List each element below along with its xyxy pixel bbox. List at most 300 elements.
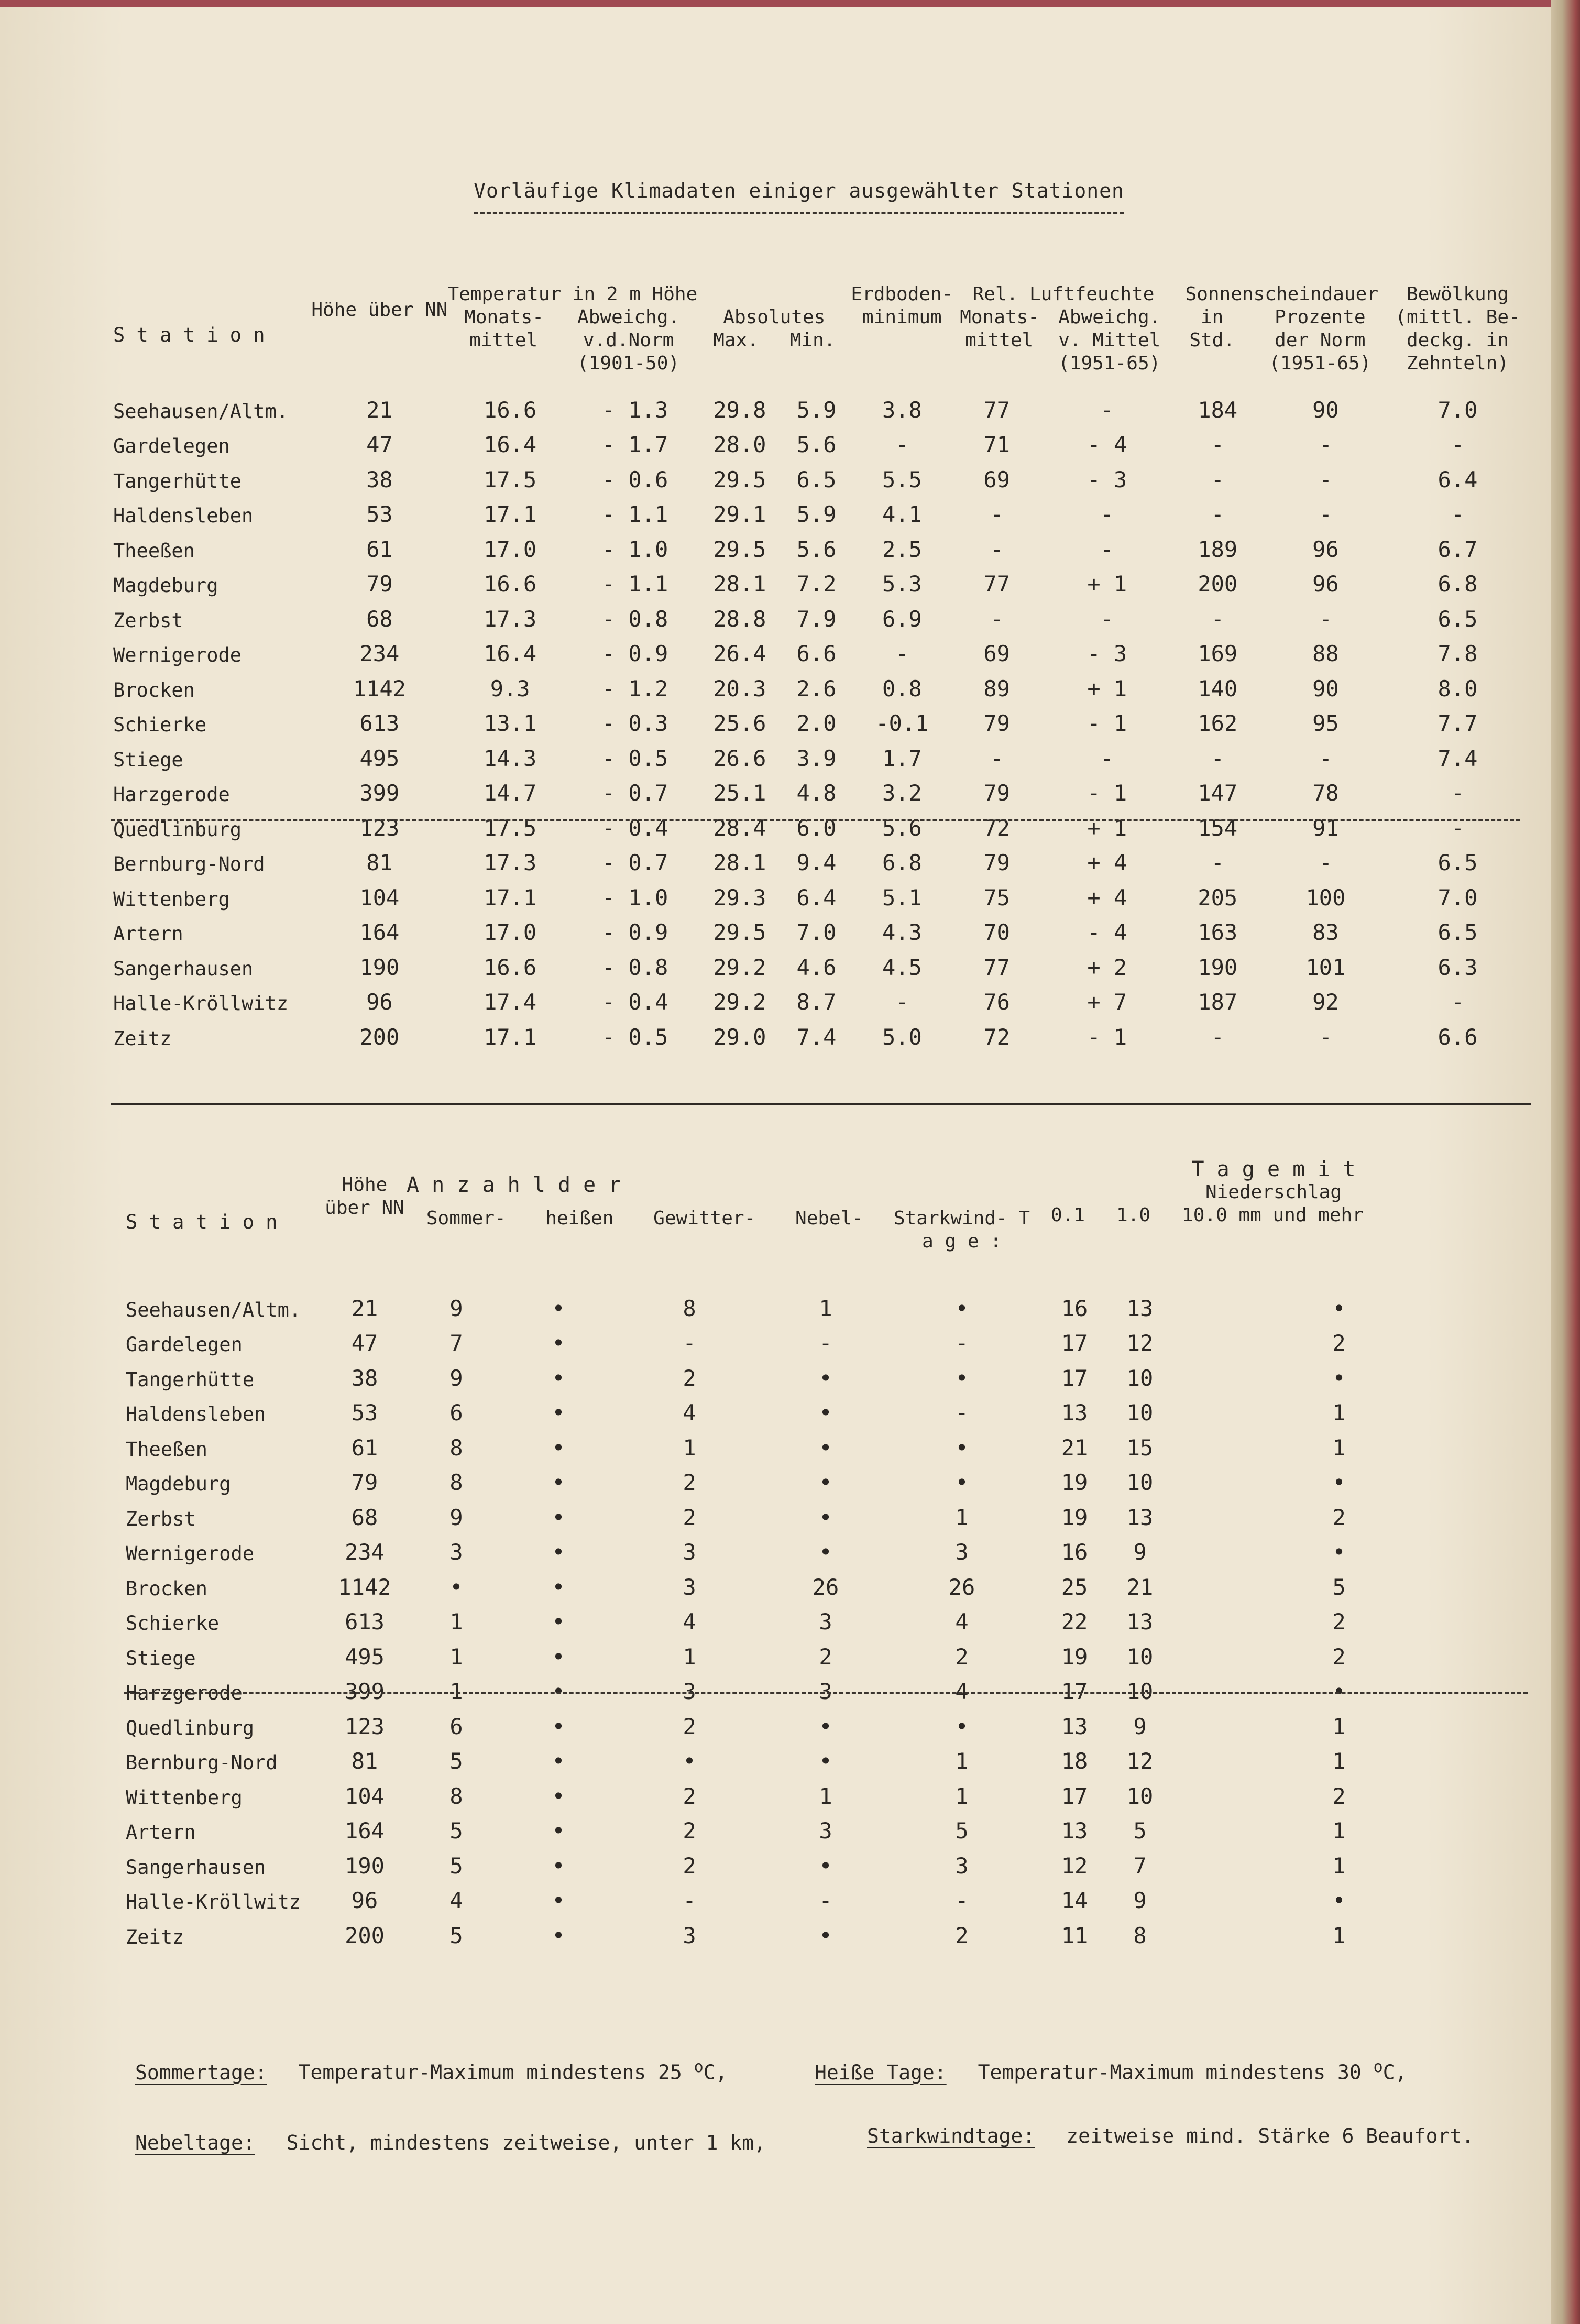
value-cell: 8 bbox=[449, 1470, 463, 1495]
value-cell: 140 bbox=[1198, 675, 1238, 701]
value-cell: 5.6 bbox=[796, 432, 837, 457]
climate-table-1 bbox=[111, 283, 1526, 1050]
value-cell: 8 bbox=[1133, 1922, 1147, 1948]
station-name-cell: Brocken bbox=[113, 678, 195, 701]
value-cell: 29.1 bbox=[713, 501, 766, 527]
value-cell: - 1 bbox=[1087, 710, 1127, 736]
value-cell: 234 bbox=[345, 1539, 385, 1565]
value-cell: -0.1 bbox=[875, 710, 929, 736]
value-cell: 101 bbox=[1305, 954, 1346, 980]
value-cell: 189 bbox=[1198, 536, 1238, 562]
table-row bbox=[124, 1321, 1507, 1356]
value-cell: • bbox=[552, 1365, 565, 1391]
value-cell: 15 bbox=[1126, 1434, 1154, 1461]
table-row bbox=[111, 911, 1526, 946]
value-cell: - 1.1 bbox=[601, 501, 668, 527]
station-name-cell: Artern bbox=[126, 1821, 196, 1844]
value-cell: 200 bbox=[345, 1922, 385, 1948]
t1-header-absolutes-group bbox=[697, 283, 851, 388]
value-cell: 14.7 bbox=[484, 780, 537, 806]
value-cell: • bbox=[552, 1679, 565, 1704]
table-row bbox=[124, 1356, 1507, 1391]
value-cell: 5.3 bbox=[882, 571, 922, 597]
table-row bbox=[111, 632, 1526, 667]
value-cell: - 0.6 bbox=[601, 466, 668, 492]
value-cell: 17.3 bbox=[484, 606, 537, 632]
t1-header-temp bbox=[447, 283, 697, 388]
value-cell: 3 bbox=[683, 1539, 696, 1565]
t1-header-erdboden: Erdboden- minimum bbox=[851, 283, 953, 328]
value-cell: - 1.2 bbox=[601, 675, 668, 701]
value-cell: 18 bbox=[1061, 1748, 1088, 1774]
legend-heisse-term: Heiße Tage: bbox=[815, 2060, 947, 2084]
value-cell: • bbox=[552, 1295, 565, 1321]
value-cell: 91 bbox=[1312, 815, 1339, 841]
value-cell: 68 bbox=[366, 606, 393, 632]
table-row bbox=[124, 1495, 1507, 1530]
table-row bbox=[111, 1015, 1526, 1050]
t2-header-nebel: Nebel- bbox=[795, 1208, 864, 1229]
table-row bbox=[124, 1913, 1507, 1948]
binding-edge-right bbox=[1551, 0, 1580, 2324]
value-cell: 53 bbox=[366, 501, 393, 527]
value-cell: 19 bbox=[1061, 1470, 1088, 1495]
value-cell: 1 bbox=[819, 1783, 832, 1809]
value-cell: 495 bbox=[345, 1643, 385, 1670]
value-cell: 5 bbox=[449, 1818, 463, 1844]
value-cell: 4 bbox=[683, 1400, 696, 1426]
value-cell: 79 bbox=[983, 780, 1010, 806]
value-cell: 9 bbox=[1133, 1539, 1147, 1565]
table-row bbox=[124, 1391, 1507, 1426]
station-name-cell: Gardelegen bbox=[113, 435, 230, 457]
value-cell: 4 bbox=[683, 1609, 696, 1635]
t2-header-anzahl bbox=[407, 1158, 883, 1286]
value-cell: 5.6 bbox=[796, 536, 837, 562]
value-cell: 5.5 bbox=[882, 466, 922, 492]
value-cell: 17.0 bbox=[484, 536, 537, 562]
table-row bbox=[124, 1461, 1507, 1496]
value-cell: • bbox=[819, 1365, 832, 1391]
value-cell: • bbox=[552, 1434, 565, 1461]
value-cell: 7 bbox=[1133, 1852, 1147, 1879]
value-cell: 1 bbox=[449, 1679, 463, 1704]
value-cell: 162 bbox=[1198, 710, 1238, 736]
value-cell: 2 bbox=[683, 1713, 696, 1739]
value-cell: 17.1 bbox=[484, 501, 537, 527]
table-row bbox=[111, 980, 1526, 1015]
table-row bbox=[111, 457, 1526, 492]
value-cell: 4.6 bbox=[796, 954, 837, 980]
t1-header-luft-abw: Abweichg. v. Mittel (1951-65) bbox=[1058, 306, 1161, 374]
value-cell: 10 bbox=[1126, 1400, 1154, 1426]
station-name-cell: Tangerhütte bbox=[126, 1368, 255, 1391]
value-cell: • bbox=[819, 1434, 832, 1461]
value-cell: 92 bbox=[1312, 989, 1339, 1015]
table-row bbox=[124, 1774, 1507, 1809]
table-row bbox=[111, 701, 1526, 737]
value-cell: 77 bbox=[983, 954, 1010, 980]
value-cell: 20.3 bbox=[713, 675, 766, 701]
station-name-cell: Stiege bbox=[113, 748, 183, 771]
value-cell: 200 bbox=[1198, 571, 1238, 597]
value-cell: • bbox=[1332, 1679, 1346, 1704]
table-row bbox=[124, 1565, 1507, 1600]
t1-header-absolutes: Absolutes bbox=[723, 306, 826, 328]
value-cell: 3.2 bbox=[882, 780, 922, 806]
value-cell: 16.6 bbox=[484, 397, 537, 423]
table-row bbox=[111, 597, 1526, 632]
value-cell: • bbox=[552, 1470, 565, 1495]
value-cell: 10 bbox=[1126, 1783, 1154, 1809]
table-row bbox=[124, 1739, 1507, 1774]
value-cell: 6.5 bbox=[1438, 919, 1478, 945]
value-cell: 8.7 bbox=[796, 989, 837, 1015]
value-cell: 3 bbox=[683, 1679, 696, 1704]
value-cell: 29.5 bbox=[713, 536, 766, 562]
value-cell: 10 bbox=[1126, 1679, 1154, 1704]
value-cell: 1142 bbox=[353, 675, 406, 701]
value-cell: 25 bbox=[1061, 1574, 1088, 1600]
legend-starkwindtage bbox=[867, 2124, 1474, 2147]
value-cell: 1 bbox=[955, 1748, 969, 1774]
value-cell: 399 bbox=[345, 1679, 385, 1704]
value-cell: - bbox=[1319, 501, 1333, 527]
value-cell: 79 bbox=[351, 1470, 378, 1495]
table-row bbox=[111, 562, 1526, 597]
value-cell: 2 bbox=[683, 1470, 696, 1495]
value-cell: 1 bbox=[955, 1783, 969, 1809]
t1-header-luft bbox=[953, 283, 1173, 388]
value-cell: - bbox=[1211, 1024, 1224, 1050]
value-cell: - 4 bbox=[1087, 432, 1127, 457]
value-cell: 10 bbox=[1126, 1470, 1154, 1495]
value-cell: 2.0 bbox=[796, 710, 837, 736]
station-name-cell: Schierke bbox=[126, 1612, 220, 1635]
value-cell: • bbox=[1332, 1888, 1346, 1913]
value-cell: + 4 bbox=[1087, 850, 1127, 875]
value-cell: 28.1 bbox=[713, 850, 766, 875]
value-cell: • bbox=[552, 1330, 565, 1356]
value-cell: 6.8 bbox=[882, 850, 922, 875]
value-cell: 61 bbox=[366, 536, 393, 562]
value-cell: 2 bbox=[683, 1365, 696, 1391]
value-cell: 6.8 bbox=[1438, 571, 1478, 597]
value-cell: 2 bbox=[955, 1922, 969, 1948]
value-cell: 6.5 bbox=[1438, 606, 1478, 632]
legend-starkwind-def: zeitweise mind. Stärke 6 Beaufort. bbox=[1066, 2124, 1474, 2147]
value-cell: 147 bbox=[1198, 780, 1238, 806]
value-cell: 47 bbox=[366, 432, 393, 457]
value-cell: - 0.7 bbox=[601, 780, 668, 806]
t2-header-sommer: Sommer- bbox=[426, 1208, 506, 1229]
value-cell: 3 bbox=[683, 1922, 696, 1948]
value-cell: 190 bbox=[359, 954, 400, 980]
value-cell: 3 bbox=[819, 1609, 832, 1635]
station-name-cell: Bernburg-Nord bbox=[113, 853, 265, 875]
value-cell: - bbox=[1451, 780, 1465, 806]
table-row bbox=[124, 1635, 1507, 1670]
t2-header-n10: 1.0 bbox=[1116, 1204, 1151, 1226]
value-cell: 69 bbox=[983, 466, 1010, 492]
table-row bbox=[111, 388, 1526, 423]
table-row bbox=[111, 666, 1526, 701]
t1-header-sonne bbox=[1174, 283, 1390, 388]
legend-sommertage-term: Sommertage: bbox=[135, 2060, 267, 2084]
value-cell: 2.6 bbox=[796, 675, 837, 701]
value-cell: • bbox=[552, 1574, 565, 1600]
legend-degree-1: o bbox=[694, 2058, 704, 2076]
value-cell: 14.3 bbox=[484, 745, 537, 771]
legend-sommertage bbox=[135, 2058, 727, 2084]
t1-header-temp-group: Temperatur in 2 m Höhe bbox=[447, 283, 698, 305]
station-name-cell: Brocken bbox=[126, 1577, 207, 1600]
value-cell: 2 bbox=[683, 1504, 696, 1530]
value-cell: 13 bbox=[1061, 1713, 1088, 1739]
t2-header-heissen: heißen bbox=[545, 1208, 614, 1229]
value-cell: 1 bbox=[955, 1504, 969, 1530]
table-row bbox=[111, 492, 1526, 528]
value-cell: 2 bbox=[1332, 1609, 1346, 1635]
table-row bbox=[124, 1600, 1507, 1635]
station-name-cell: Wittenberg bbox=[113, 887, 230, 911]
value-cell: - bbox=[1319, 850, 1333, 875]
value-cell: • bbox=[819, 1713, 832, 1739]
value-cell: 29.8 bbox=[713, 397, 766, 423]
value-cell: - 1 bbox=[1087, 1024, 1127, 1050]
value-cell: 1142 bbox=[338, 1574, 391, 1600]
value-cell: 38 bbox=[351, 1365, 378, 1391]
value-cell: 123 bbox=[345, 1713, 385, 1739]
value-cell: 96 bbox=[366, 989, 393, 1015]
value-cell: 4 bbox=[955, 1609, 969, 1635]
value-cell: 16.6 bbox=[484, 571, 537, 597]
value-cell: • bbox=[819, 1470, 832, 1495]
value-cell: • bbox=[819, 1852, 832, 1879]
value-cell: 6 bbox=[449, 1713, 463, 1739]
t2-header-n01: 0.1 bbox=[1051, 1204, 1085, 1226]
station-name-cell: Theeßen bbox=[113, 539, 195, 562]
t2-header-station: S t a t i o n bbox=[126, 1210, 278, 1233]
value-cell: 22 bbox=[1061, 1609, 1088, 1635]
t1-header-max: Max. bbox=[713, 330, 759, 351]
value-cell: 8 bbox=[449, 1783, 463, 1809]
value-cell: 1 bbox=[449, 1609, 463, 1635]
value-cell: 3.9 bbox=[796, 745, 837, 771]
value-cell: 5.9 bbox=[796, 501, 837, 527]
value-cell: 28.0 bbox=[713, 432, 766, 457]
value-cell: 13 bbox=[1126, 1504, 1154, 1530]
value-cell: - bbox=[955, 1400, 969, 1426]
value-cell: 16 bbox=[1061, 1539, 1088, 1565]
value-cell: 7 bbox=[449, 1330, 463, 1356]
value-cell: - 1.7 bbox=[601, 432, 668, 457]
value-cell: - 0.5 bbox=[601, 1024, 668, 1050]
station-name-cell: Zerbst bbox=[113, 609, 183, 632]
table-row bbox=[111, 736, 1526, 771]
value-cell: 164 bbox=[359, 919, 400, 945]
value-cell: + 7 bbox=[1087, 989, 1127, 1015]
table-row bbox=[124, 1879, 1507, 1914]
value-cell: - 0.8 bbox=[601, 954, 668, 980]
value-cell: • bbox=[1332, 1539, 1346, 1565]
value-cell: • bbox=[552, 1888, 565, 1913]
value-cell: 96 bbox=[1312, 571, 1339, 597]
value-cell: • bbox=[819, 1748, 832, 1774]
station-name-cell: Gardelegen bbox=[126, 1333, 243, 1356]
value-cell: - bbox=[1211, 466, 1224, 492]
value-cell: 613 bbox=[359, 710, 400, 736]
table-row bbox=[111, 771, 1526, 806]
legend-heisse-tage bbox=[815, 2058, 1407, 2084]
legend-nebeltage-def: Sicht, mindestens zeitweise, unter 1 km, bbox=[286, 2131, 766, 2154]
value-cell: - 4 bbox=[1087, 919, 1127, 945]
value-cell: - bbox=[1211, 606, 1224, 632]
value-cell: 4 bbox=[955, 1679, 969, 1704]
table-row bbox=[124, 1426, 1507, 1461]
value-cell: 28.1 bbox=[713, 571, 766, 597]
value-cell: 8 bbox=[683, 1295, 696, 1321]
value-cell: 5 bbox=[955, 1818, 969, 1844]
table-row bbox=[111, 875, 1526, 911]
value-cell: - 1.3 bbox=[601, 397, 668, 423]
value-cell: 1 bbox=[683, 1643, 696, 1670]
value-cell: • bbox=[1332, 1295, 1346, 1321]
value-cell: - bbox=[1100, 397, 1114, 423]
value-cell: + 2 bbox=[1087, 954, 1127, 980]
value-cell: 190 bbox=[1198, 954, 1238, 980]
value-cell: 1 bbox=[683, 1434, 696, 1461]
document-title: Vorläufige Klimadaten einiger ausgewählter Stationen bbox=[474, 179, 1124, 202]
value-cell: 25.6 bbox=[713, 710, 766, 736]
value-cell: - bbox=[1451, 989, 1465, 1015]
value-cell: - bbox=[1211, 745, 1224, 771]
legend-sommertage-def: Temperatur-Maximum mindestens 25 bbox=[298, 2060, 682, 2084]
value-cell: 14 bbox=[1061, 1888, 1088, 1913]
value-cell: 5 bbox=[1332, 1574, 1346, 1600]
value-cell: 4.5 bbox=[882, 954, 922, 980]
value-cell: 13 bbox=[1126, 1295, 1154, 1321]
value-cell: • bbox=[552, 1504, 565, 1530]
value-cell: - 0.9 bbox=[601, 919, 668, 945]
value-cell: 68 bbox=[351, 1504, 378, 1530]
legend-celsius-2: C, bbox=[1382, 2060, 1407, 2084]
value-cell: 5 bbox=[1133, 1818, 1147, 1844]
value-cell: - 0.4 bbox=[601, 815, 668, 841]
value-cell: 104 bbox=[359, 884, 400, 911]
value-cell: 1.7 bbox=[882, 745, 922, 771]
value-cell: 17.3 bbox=[484, 850, 537, 875]
table-row bbox=[124, 1286, 1507, 1321]
value-cell: 5 bbox=[449, 1922, 463, 1948]
value-cell: 1 bbox=[449, 1643, 463, 1670]
t2-header-tage bbox=[1040, 1158, 1507, 1286]
value-cell: 77 bbox=[983, 571, 1010, 597]
value-cell: • bbox=[819, 1539, 832, 1565]
value-cell: 29.2 bbox=[713, 954, 766, 980]
t1-header-monatsmittel: Monats- mittel bbox=[464, 306, 544, 351]
value-cell: • bbox=[552, 1609, 565, 1635]
value-cell: 70 bbox=[983, 919, 1010, 945]
value-cell: • bbox=[552, 1748, 565, 1774]
value-cell: • bbox=[552, 1539, 565, 1565]
value-cell: - bbox=[1319, 1024, 1333, 1050]
value-cell: 6.0 bbox=[796, 815, 837, 841]
value-cell: 190 bbox=[345, 1852, 385, 1879]
t2-header-niederschlag: Niederschlag bbox=[1205, 1181, 1342, 1203]
value-cell: 21 bbox=[351, 1295, 378, 1321]
value-cell: 4.1 bbox=[882, 501, 922, 527]
value-cell: 17 bbox=[1061, 1365, 1088, 1391]
value-cell: - bbox=[819, 1330, 832, 1356]
value-cell: 47 bbox=[351, 1330, 378, 1356]
t2-header-n100: 10.0 mm und mehr bbox=[1182, 1204, 1364, 1226]
value-cell: - bbox=[1319, 432, 1333, 457]
value-cell: 13 bbox=[1061, 1400, 1088, 1426]
value-cell: - 1 bbox=[1087, 780, 1127, 806]
value-cell: 100 bbox=[1305, 884, 1346, 911]
value-cell: 26 bbox=[948, 1574, 975, 1600]
station-name-cell: Tangerhütte bbox=[113, 469, 242, 492]
value-cell: 4.8 bbox=[796, 780, 837, 806]
value-cell: - 0.9 bbox=[601, 641, 668, 666]
value-cell: 9 bbox=[449, 1295, 463, 1321]
value-cell: 26.4 bbox=[713, 641, 766, 666]
value-cell: 3 bbox=[683, 1574, 696, 1600]
table-row bbox=[124, 1809, 1507, 1844]
value-cell: 77 bbox=[983, 397, 1010, 423]
value-cell: • bbox=[1332, 1365, 1346, 1391]
value-cell: 2 bbox=[1332, 1504, 1346, 1530]
t1-header-sonne-group: Sonnenscheindauer bbox=[1185, 283, 1378, 305]
value-cell: 184 bbox=[1198, 397, 1238, 423]
value-cell: - bbox=[1100, 536, 1114, 562]
value-cell: 17 bbox=[1061, 1330, 1088, 1356]
value-cell: 7.0 bbox=[796, 919, 837, 945]
value-cell: 11 bbox=[1061, 1922, 1088, 1948]
value-cell: - bbox=[1451, 815, 1465, 841]
value-cell: 6.6 bbox=[1438, 1024, 1478, 1050]
value-cell: • bbox=[552, 1783, 565, 1809]
value-cell: • bbox=[683, 1748, 696, 1774]
value-cell: • bbox=[955, 1470, 969, 1495]
t2-header-gewitter: Gewitter- bbox=[653, 1208, 756, 1229]
binding-edge-top bbox=[0, 0, 1580, 7]
value-cell: 96 bbox=[1312, 536, 1339, 562]
value-cell: 79 bbox=[366, 571, 393, 597]
value-cell: - bbox=[895, 989, 909, 1015]
table-row bbox=[111, 806, 1526, 841]
t1-header-luft-mittel: Monats- mittel bbox=[960, 306, 1039, 351]
value-cell: 8.0 bbox=[1438, 675, 1478, 701]
value-cell: 163 bbox=[1198, 919, 1238, 945]
value-cell: 234 bbox=[359, 641, 400, 666]
value-cell: 96 bbox=[351, 1888, 378, 1913]
value-cell: 76 bbox=[983, 989, 1010, 1015]
value-cell: 7.4 bbox=[796, 1024, 837, 1050]
value-cell: • bbox=[819, 1400, 832, 1426]
value-cell: - bbox=[990, 501, 1004, 527]
climate-table-2 bbox=[124, 1158, 1507, 1948]
value-cell: 61 bbox=[351, 1434, 378, 1461]
value-cell: 0.8 bbox=[882, 675, 922, 701]
value-cell: 5.0 bbox=[882, 1024, 922, 1050]
table-row bbox=[124, 1530, 1507, 1565]
value-cell: 79 bbox=[983, 710, 1010, 736]
value-cell: 13 bbox=[1126, 1609, 1154, 1635]
value-cell: 25.1 bbox=[713, 780, 766, 806]
value-cell: 1 bbox=[819, 1295, 832, 1321]
